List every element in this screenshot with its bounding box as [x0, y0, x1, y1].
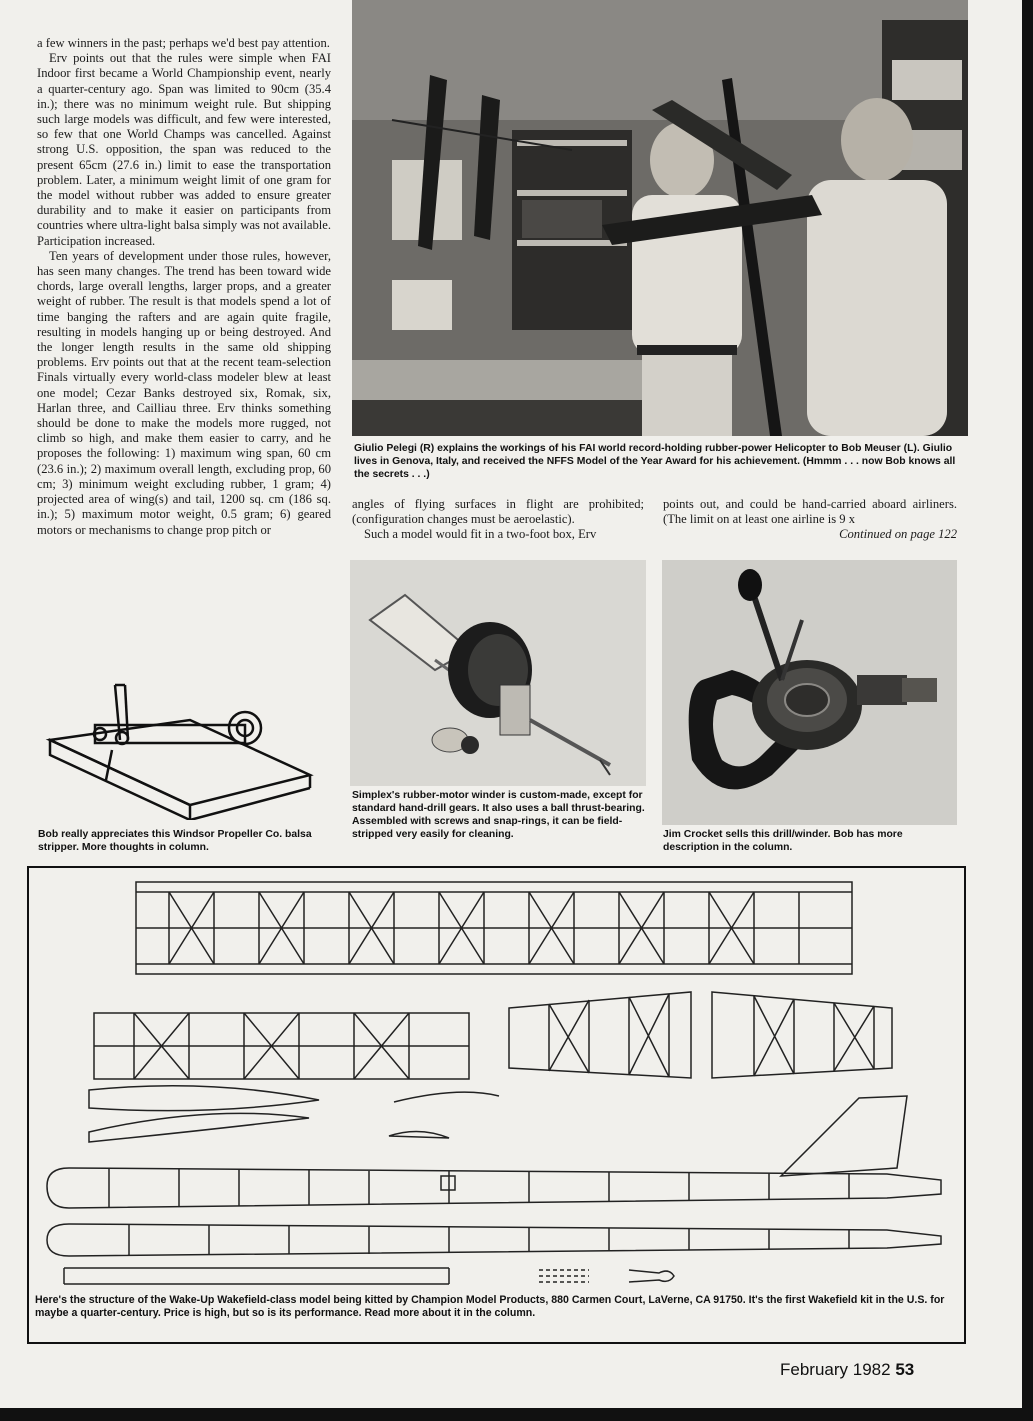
paragraph: a few winners in the past; perhaps we'd best pay attention. — [37, 36, 330, 50]
stripper-caption: Bob really appreciates this Windsor Propeller Co. balsa stripper. More thoughts in column. — [38, 829, 312, 853]
helicopter-caption: Giulio Pelegi (R) explains the workings of his FAI world record-holding rubber-power Helicopter to Bob Meuser (L). Giulio lives in Genova, Italy, and received the NFFS Model of the Year Award for his achievement. (Hmmm . . . now Bob knows all the secrets . . .) — [354, 443, 956, 480]
issue-date: February 1982 — [780, 1360, 891, 1379]
crocket-drill-photo — [662, 560, 957, 825]
page-number: 53 — [895, 1360, 915, 1379]
simplex-winder-photo — [350, 560, 646, 786]
paragraph: angles of flying surfaces in flight are prohibited; (configuration changes must be aeroelastic). — [352, 497, 644, 527]
helicopter-photo — [352, 0, 968, 436]
page-footer — [780, 1360, 914, 1380]
middle-text-column — [352, 497, 644, 543]
right-text-column — [663, 497, 957, 543]
balsa-stripper-drawing — [40, 680, 330, 820]
crocket-caption: Jim Crocket sells this drill/winder. Bob has more description in the column. — [663, 829, 903, 853]
left-text-column — [37, 36, 331, 538]
wakeup-caption: Here's the structure of the Wake-Up Wakefield-class model being kitted by Champion Model Products, 880 Carmen Court, LaVerne, CA 91750. It's the first Wakefield kit in the U.S. for maybe a quarter-century. Price is high, but so is its performance. Read more about it in the column. — [35, 1294, 945, 1319]
simplex-caption: Simplex's rubber-motor winder is custom-made, except for standard hand-drill gears. It also uses a ball thrust-bearing. Assembled with screws and snap-rings, it can be field-stripped very easily for cleaning. — [352, 790, 645, 840]
paragraph: Such a model would fit in a two-foot box, Erv — [364, 527, 597, 542]
wakeup-plan-frame — [27, 866, 966, 1344]
paragraph: Ten years of development under those rules, however, has seen many changes. The trend has been toward wide chords, large overall lengths, larger props, and a greater weight of rubber. The result is that models spend a lot of time banging the rafters and are again quite fragile, resulting in models hanging up or being destroyed. And the longer length results in the same old shipping problems. Erv points out that at the recent team-selection Finals virtually every world-class modeler blew at least one model; Cezar Banks destroyed six, Romak, six, Harlan three, and Cailliau three. Erv thinks something should be done to make the models more rugged, not climb so high, and make them easier to carry, and he proposes the following: 1) maximum wing span, 60 cm (23.6 in.); 2) maximum overall length, excluding prop, 60 cm; 3) minimum weight excluding rubber, 1 gram; 4) projected area of wing(s) and tail, 1200 sq. cm (186 sq. in.); 5) maximum motor weight, 0.5 gram; 6) geared motors or mechanisms to change prop pitch or — [37, 248, 331, 537]
paragraph: points out, and could be hand-carried aboard airliners. (The limit on at least one airline is 9 x — [663, 497, 957, 527]
continued-note: Continued on page 122 — [839, 527, 957, 542]
paragraph: Erv points out that the rules were simple when FAI Indoor first became a World Championship event, nearly a quarter-century ago. Span was limited to 90cm (35.4 in.); there was no minimum weight rule. But shipping such large models was difficult, and few were interested, so few that one World Champs was cancelled. Against strong U.S. opposition, the span was reduced to the present 65cm (27.6 in.) limit to ease the transportation problem. Later, a minimum weight limit of one gram for the model without rubber was added to ensure greater durability and to make it easier on participants from countries where ultra-light balsa simply was not available. Participation increased. — [37, 51, 331, 248]
